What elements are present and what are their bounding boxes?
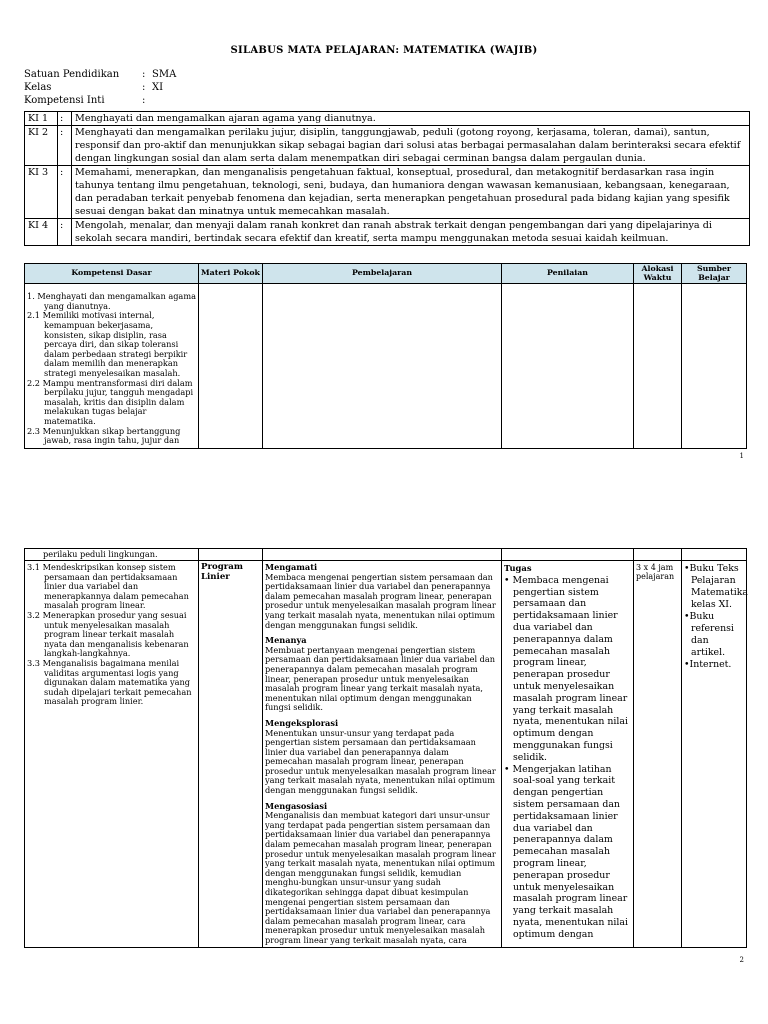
table-row (25, 561, 747, 948)
bullet-icon: • (504, 763, 510, 775)
header-materi-pokok: Materi Pokok (199, 264, 263, 284)
header-sumber-belajar: Sumber Belajar (682, 264, 747, 284)
penilaian-text: Mengerjakan latihan soal-soal yang terkait dengan pengertian sistem persamaan dan pertidaksamaan linier dua variabel dan penerapannya dalam pemecahan masalah program linear, penerapan prosedur untuk menyelesaikan masalah program linear yang terkait masalah nyata, menentukan nilai optimum dengan (512, 763, 629, 940)
penilaian-heading: Tugas (504, 563, 532, 573)
kd-cell (25, 284, 199, 449)
info-sep: : (142, 69, 146, 80)
page-number: 1 (739, 452, 744, 460)
step-text: Menentukan unsur-unsur yang terdapat pada pengertian sistem persamaan dan pertidaksamaan linier dua variabel dan penerapannya dalam pemecahan masalah program linear, penerapan prosedur untuk menyelesaikan masalah program linear yang terkait masalah nyata, menentukan nilai optimum dengan menggunakan fungsi selidik. (265, 727, 496, 796)
bullet-icon: • (684, 611, 690, 622)
sumber-text: Internet. (689, 659, 732, 670)
penilaian-item (504, 764, 631, 941)
page-number: 2 (739, 956, 744, 964)
table-row (25, 549, 747, 561)
kd-item: 3.2 Menerapkan prosedur yang sesuai untuk menyelesaikan masalah program linear terkait masalah nyata dan menganalisis kebenaran langkah-langkahnya. (27, 609, 189, 659)
sumber-cell (682, 561, 747, 948)
ki-code: KI 1 (25, 112, 58, 126)
ki-sep: : (58, 166, 72, 219)
header-penilaian: Penilaian (502, 264, 634, 284)
kd-item: 3.1 Mendeskripsikan konsep sistem persamaan dan pertidaksamaan linier dua variabel dan menerapkannya dalam pemecahan masalah program linear. (27, 562, 189, 611)
ki-row (25, 112, 750, 126)
step-heading: Mengasosiasi (265, 800, 328, 811)
alokasi-cell (634, 549, 682, 561)
kd-continuation: perilaku peduli lingkungan. (25, 549, 199, 561)
ki-row (25, 219, 750, 246)
kompetensi-inti-table (24, 111, 750, 246)
materi-cell (199, 561, 263, 948)
info-label: Kelas (24, 82, 52, 93)
ki-code: KI 2 (25, 126, 58, 166)
header-pembelajaran: Pembelajaran (263, 264, 502, 284)
ki-row (25, 126, 750, 166)
info-value: XI (152, 82, 164, 93)
ki-row (25, 166, 750, 219)
materi-pokok: Program Linier (201, 562, 243, 582)
alokasi-cell: 3 x 4 jam pelajaran (634, 561, 682, 948)
info-value: SMA (152, 69, 177, 80)
materi-cell (199, 284, 263, 449)
step-heading: Mengamati (265, 563, 318, 572)
kd-item: 2.3 Menunjukkan sikap bertanggung jawab, rasa ingin tahu, jujur dan (27, 425, 181, 446)
penilaian-text: Membaca mengenai pengertian sistem persamaan dan pertidaksamaan linier dua variabel dan penerapannya dalam pemecahan masalah program linear, penerapan prosedur untuk menyelesaikan masalah program linear yang terkait masalah nyata, menentukan nilai optimum dengan menggunakan fungsi selidik. (512, 574, 629, 763)
ki-text: Menghayati dan mengamalkan ajaran agama yang dianutnya. (72, 112, 750, 126)
sumber-cell (682, 549, 747, 561)
kd-item: 3.3 Menganalisis bagaimana menilai validitas argumentasi logis yang digunakan dalam matematika yang sudah dipelajari terkait pemecahan masalah program linier. (27, 657, 192, 707)
pembelajaran-cell (263, 549, 502, 561)
ki-text: Menghayati dan mengamalkan perilaku jujur, disiplin, tanggungjawab, peduli (gotong royong, kerjasama, toleran, damai), santun, responsif dan pro-aktif dan menunjukkan sikap sebagai bagian dari solusi atas berbagai permasalahan dalam berinteraksi secara efektif dengan lingkungan sosial dan alam serta dalam menempatkan diri sebagai cerminan bangsa dalam pergaulan dunia. (72, 126, 750, 166)
table-row (25, 284, 747, 449)
step-text: Menganalisis dan membuat kategori dari unsur-unsur yang terdapat pada pengertian sistem persamaan dan pertidaksamaan linier dua variabel dan penerapannya dalam pemecahan masalah program linear, penerapan prosedur untuk menyelesaikan masalah program linear yang terkait masalah nyata, menentukan nilai optimum dengan menggunakan fungsi selidik, kemudian menghu-bungkan unsur-unsur yang sudah dikategorikan sehingga dapat dibuat kesimpulan mengenai pengertian sistem persamaan dan pertidaksamaan linier dua variabel dan penerapannya dalam pemecahan masalah program linear, cara menerapkan prosedur untuk menyelesaikan masalah program linear yang terkait masalah nyata, cara (265, 810, 496, 945)
sumber-item (684, 659, 744, 671)
ki-sep: : (58, 126, 72, 166)
table-header-row (25, 264, 747, 284)
info-label: Kompetensi Inti (24, 95, 105, 106)
document-title: SILABUS MATA PELAJARAN: MATEMATIKA (WAJIB) (230, 45, 538, 56)
sumber-cell (682, 284, 747, 449)
kd-item: 2.1 Memiliki motivasi internal, kemampuan bekerjasama, konsisten, sikap disiplin, rasa percaya diri, dan sikap toleransi dalam perbedaan strategi berpikir dalam memilih dan menerapkan strategi menyelesaikan masalah. (27, 310, 188, 378)
step-heading: Mengeksplorasi (265, 717, 339, 728)
kd-item: 2.2 Mampu mentransformasi diri dalam berpilaku jujur, tangguh mengadapi masalah, kritis dan disiplin dalam melakukan tugas belajar matematika. (27, 377, 194, 426)
kd-item: 1. Menghayati dan mengamalkan agama yang dianutnya. (27, 291, 196, 311)
penilaian-item (504, 575, 631, 764)
ki-text: Mengolah, menalar, dan menyaji dalam ranah konkret dan ranah abstrak terkait dengan pengembangan dari yang dipelajarinya di sekolah secara mandiri, bertindak secara efektif dan kreatif, serta mampu menggunakan metoda sesuai kaidah keilmuan. (72, 219, 750, 246)
bullet-icon: • (684, 563, 690, 574)
sumber-text: Buku Teks Pelajaran Matematika kelas XI. (689, 563, 749, 610)
ki-sep: : (58, 112, 72, 126)
ki-text: Memahami, menerapkan, dan menganalisis pengetahuan faktual, konseptual, prosedural, dan metakognitif berdasarkan rasa ingin tahunya tentang ilmu pengetahuan, teknologi, seni, budaya, dan humaniora dengan wawasan kemanusiaan, kebangsaan, kenegaraan, dan peradaban terkait penyebab fenomena dan kejadian, serta menerapkan pengetahuan prosedural pada bidang kajian yang spesifik sesuai dengan bakat dan minatnya untuk memecahkan masalah. (72, 166, 750, 219)
bullet-icon: • (504, 574, 510, 586)
silabus-table-page2 (24, 548, 747, 948)
penilaian-cell (502, 284, 634, 449)
kd-cell (25, 561, 199, 948)
sumber-item (684, 611, 744, 659)
pembelajaran-cell (263, 284, 502, 449)
ki-code: KI 3 (25, 166, 58, 219)
penilaian-cell (502, 561, 634, 948)
header-kompetensi-dasar: Kompetensi Dasar (25, 264, 199, 284)
penilaian-cell (502, 549, 634, 561)
sumber-text: Buku referensi dan artikel. (689, 611, 734, 658)
sumber-item (684, 563, 749, 611)
bullet-icon: • (684, 659, 690, 670)
step-text: Membuat pertanyaan mengenai pengertian sistem persamaan dan pertidaksamaan linier dua variabel dan penerapannya dalam pemecahan masalah program linear, penerapan prosedur untuk menyelesaikan masalah program linear yang terkait masalah nyata, menentukan nilai optimum dengan menggunakan fungsi selidik. (265, 644, 496, 713)
ki-sep: : (58, 219, 72, 246)
ki-code: KI 4 (25, 219, 58, 246)
step-heading: Menanya (265, 635, 307, 646)
materi-cell (199, 549, 263, 561)
alokasi-cell (634, 284, 682, 449)
header-alokasi-waktu: Alokasi Waktu (634, 264, 682, 284)
info-sep: : (142, 82, 146, 93)
step-text: Membaca mengenai pengertian sistem persamaan dan pertidaksamaan linier dua variabel dan penerapannya dalam pemecahan masalah program linear, penerapan prosedur untuk menyelesaikan masalah program linear yang terkait masalah nyata, menentukan nilai optimum dengan menggunakan fungsi selidik. (265, 571, 496, 630)
info-label: Satuan Pendidikan (24, 69, 120, 80)
silabus-table-page1 (24, 263, 747, 449)
pembelajaran-cell (263, 561, 502, 948)
info-block (24, 68, 324, 108)
info-sep: : (142, 95, 146, 106)
